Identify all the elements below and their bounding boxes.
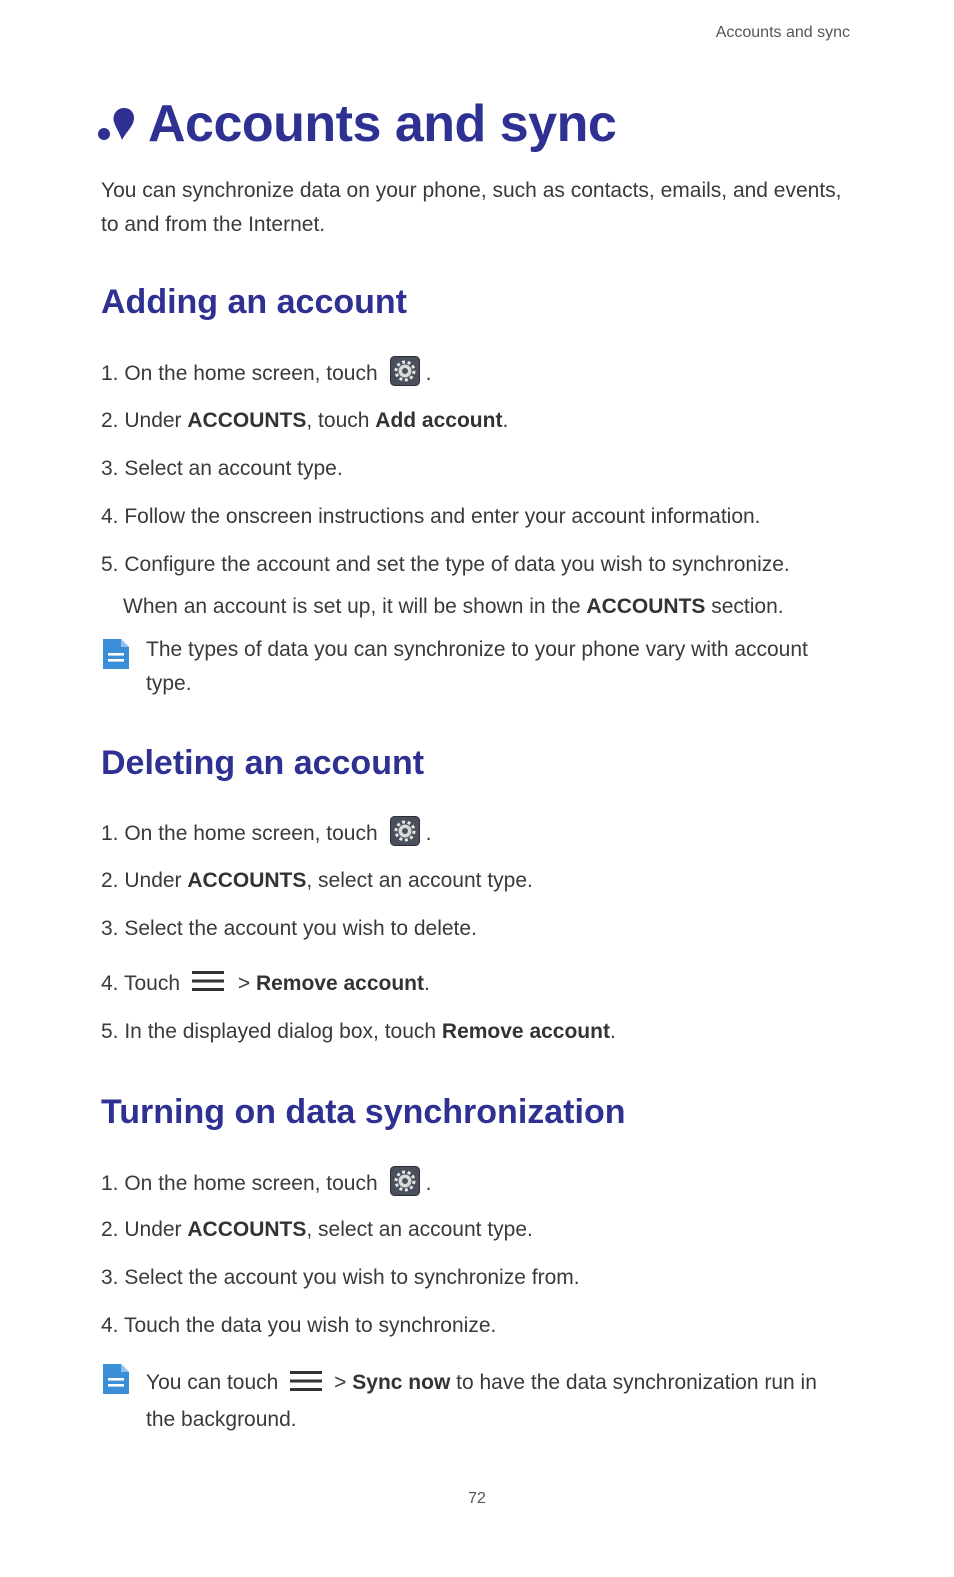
adding-step-5: 5. Configure the account and set the type of data you wish to synchronize. [101, 553, 790, 576]
add-account-label: Add account [375, 409, 503, 432]
step-period: . [425, 1172, 432, 1195]
step-text: , touch [306, 409, 376, 432]
sync-now-label: Sync now [352, 1371, 451, 1394]
sync-step-2 [101, 1218, 533, 1242]
deleting-step-4 [101, 970, 430, 998]
step-text: , select an account type. [306, 1218, 533, 1241]
adding-step-4: 4. Follow the onscreen instructions and enter your account information. [101, 505, 761, 528]
page-number: 72 [468, 1490, 486, 1507]
step-text: 2. Under [101, 1218, 188, 1241]
step-period: . [424, 972, 430, 995]
heading-adding-account: Adding an account [101, 283, 407, 321]
remove-account-label: Remove account [441, 1020, 610, 1043]
page-title: Accounts and sync [148, 95, 617, 153]
note-separator: > [328, 1371, 353, 1394]
sync-step-4: 4. Touch the data you wish to synchronize. [101, 1314, 497, 1337]
step-period: . [502, 409, 509, 432]
adding-step-3: 3. Select an account type. [101, 457, 343, 480]
adding-step-1 [101, 356, 432, 392]
step-period: . [609, 1020, 616, 1043]
step-text: 5. In the displayed dialog box, touch [101, 1020, 442, 1043]
step-period: . [425, 362, 432, 385]
settings-gear-icon [390, 356, 420, 392]
sync-step-1 [101, 1166, 432, 1202]
step-text: , select an account type. [306, 869, 533, 892]
note-document-icon [101, 637, 131, 676]
adding-step-2 [101, 409, 508, 433]
deleting-step-3: 3. Select the account you wish to delete. [101, 917, 477, 940]
step-text: 1. On the home screen, touch [101, 822, 378, 845]
menu-icon [290, 1369, 322, 1403]
note-document-icon [101, 1362, 131, 1401]
accounts-label: ACCOUNTS [187, 1218, 307, 1241]
deleting-step-5 [101, 1020, 616, 1044]
page-title-block [96, 94, 616, 154]
step-text: 1. On the home screen, touch [101, 362, 378, 385]
deleting-step-2 [101, 869, 533, 893]
step-text: 1. On the home screen, touch [101, 1172, 378, 1195]
adding-step-5-detail [123, 595, 784, 619]
intro-paragraph: You can synchronize data on your phone, such as contacts, emails, and events, to and from the Internet. [101, 179, 842, 236]
note-text: You can touch [146, 1371, 279, 1394]
drop-dot-icon [96, 104, 138, 144]
sync-step-3: 3. Select the account you wish to synchronize from. [101, 1266, 580, 1289]
settings-gear-icon [390, 1166, 420, 1202]
menu-icon [192, 970, 224, 998]
sync-note [146, 1366, 846, 1437]
step-separator: > [232, 972, 256, 995]
step-text: When an account is set up, it will be shown in the [123, 595, 587, 618]
step-text: 2. Under [101, 409, 188, 432]
adding-note: The types of data you can synchronize to your phone vary with account type. [146, 638, 808, 695]
settings-gear-icon [390, 816, 420, 852]
accounts-label: ACCOUNTS [586, 595, 706, 618]
remove-account-label: Remove account [255, 972, 425, 995]
heading-data-sync: Turning on data synchronization [101, 1093, 626, 1131]
heading-deleting-account: Deleting an account [101, 744, 425, 782]
running-header: Accounts and sync [715, 24, 850, 41]
step-text: 2. Under [101, 869, 188, 892]
step-period: . [425, 822, 432, 845]
step-text: 4. Touch [101, 972, 181, 995]
accounts-label: ACCOUNTS [187, 869, 307, 892]
step-text: section. [705, 595, 784, 618]
note-text: to have the data synchronization run in the background. [146, 1371, 817, 1431]
deleting-step-1 [101, 816, 432, 852]
accounts-label: ACCOUNTS [187, 409, 307, 432]
